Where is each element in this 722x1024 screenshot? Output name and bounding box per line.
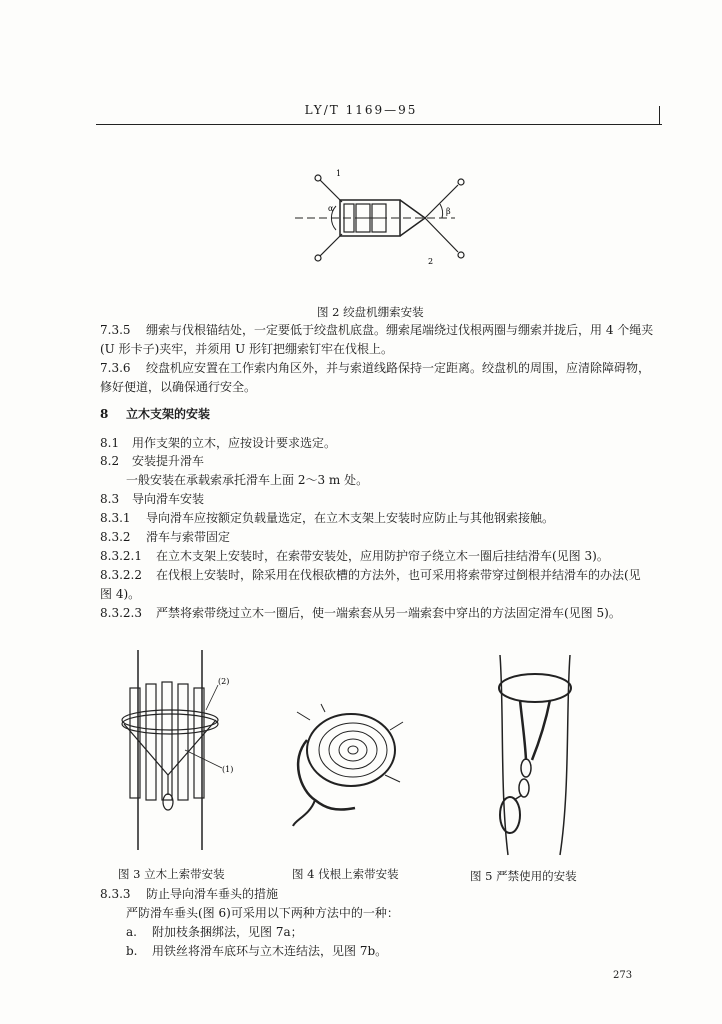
- figure-2-winch-diagram: [280, 160, 480, 272]
- fig2-label-1: 1: [336, 169, 342, 178]
- running-header: LY/T 1169—95: [304, 103, 418, 117]
- list-item-a: [126, 923, 303, 940]
- section-text: 导向滑车安装: [132, 492, 205, 506]
- section-number: 8.1: [100, 436, 120, 450]
- section-number: 7.3.5: [100, 323, 131, 337]
- fig2-alpha-label: α: [328, 204, 334, 213]
- section-text: 防止导向滑车垂头的措施: [146, 887, 279, 901]
- list-text: 用铁丝将滑车底环与立木连结法，见图 7b。: [152, 944, 388, 958]
- figure-3-standing-tree-strap: [110, 640, 260, 860]
- para-8-3-2-1: [100, 547, 609, 564]
- section-text: 绞盘机应安置在工作索内角区外，并与索道线路保持一定距离。绞盘机的周围，应清除障碍物，: [146, 361, 651, 375]
- header-corner-mark: [659, 106, 660, 124]
- figure-4-caption: 图 4 伐根上索带安装: [292, 867, 399, 881]
- figure-3-caption: 图 3 立木上索带安装: [118, 867, 225, 881]
- para-7-3-6-line1: [100, 359, 650, 376]
- section-number: 8.2: [100, 454, 120, 468]
- fig3-label-1: (1): [222, 765, 234, 774]
- section-number: 8.3: [100, 492, 120, 506]
- section-number: 8.3.1: [100, 511, 131, 525]
- para-8-3-2: [100, 528, 230, 545]
- fig2-beta-label: β: [446, 207, 451, 216]
- para-8-3: [100, 490, 204, 507]
- fig2-label-2: 2: [428, 257, 434, 266]
- section-number: 8.3.2: [100, 530, 131, 544]
- section-8-heading: [100, 405, 210, 422]
- section-number: 8.3.3: [100, 887, 131, 901]
- figure-5-caption: 图 5 严禁使用的安装: [470, 869, 577, 883]
- list-label: a.: [126, 925, 137, 939]
- section-title: 立木支架的安装: [126, 407, 211, 421]
- para-8-3-3-body: 严防滑车垂头(图 6)可采用以下两种方法中的一种：: [126, 906, 399, 920]
- section-text: 在伐根上安装时，除采用在伐根砍槽的方法外，也可采用将索带穿过倒根并结滑车的办法(见: [156, 568, 641, 582]
- para-8-2: [100, 452, 204, 469]
- fig3-label-2: (2): [218, 677, 230, 686]
- list-text: 附加枝条捆绑法，见图 7a；: [152, 925, 303, 939]
- header-rule: [96, 124, 662, 125]
- section-text: 安装提升滑车: [132, 454, 205, 468]
- list-item-b: [126, 942, 387, 959]
- section-text: 绷索与伐根锚结处，一定要低于绞盘机底盘。绷索尾端绕过伐根两圈与绷索并拢后，用 4 个绳夹: [146, 323, 654, 337]
- para-8-1: [100, 434, 336, 451]
- figure-4-stump-strap: [285, 700, 415, 840]
- section-number: 7.3.6: [100, 361, 131, 375]
- page-number: 273: [613, 970, 633, 981]
- section-text: 严禁将索带绕过立木一圈后，使一端索套从另一端索套中穿出的方法固定滑车(见图 5)。: [156, 606, 621, 620]
- section-number: 8: [100, 407, 109, 421]
- para-8-3-2-2-line1: [100, 566, 641, 583]
- para-8-3-3: [100, 885, 278, 902]
- para-7-3-6-line2: 修好便道，以确保通行安全。: [100, 380, 257, 394]
- para-8-3-1: [100, 509, 554, 526]
- list-label: b.: [126, 944, 138, 958]
- para-7-3-5-line2: (U 形卡子)夹牢，并须用 U 形钉把绷索钉牢在伐根上。: [100, 342, 394, 356]
- section-text: 在立木支架上安装时，在索带安装处，应用防护帘子绕立木一圈后挂结滑车(见图 3)。: [156, 549, 609, 563]
- para-8-3-2-3: [100, 604, 621, 621]
- section-text: 滑车与索带固定: [146, 530, 231, 544]
- section-text: 用作支架的立木，应按设计要求选定。: [132, 436, 337, 450]
- para-7-3-5-line1: [100, 321, 653, 338]
- section-number: 8.3.2.3: [100, 606, 142, 620]
- para-8-2-body: 一般安装在承载索承托滑车上面 2～3 m 处。: [126, 473, 369, 487]
- section-number: 8.3.2.1: [100, 549, 142, 563]
- para-8-3-2-2-line2: 图 4)。: [100, 587, 141, 601]
- section-number: 8.3.2.2: [100, 568, 142, 582]
- figure-5-prohibited-installation: [480, 650, 600, 860]
- figure-2-caption: 图 2 绞盘机绷索安装: [317, 305, 424, 319]
- section-text: 导向滑车应按额定负载量选定，在立木支架上安装时应防止与其他钢索接触。: [146, 511, 555, 525]
